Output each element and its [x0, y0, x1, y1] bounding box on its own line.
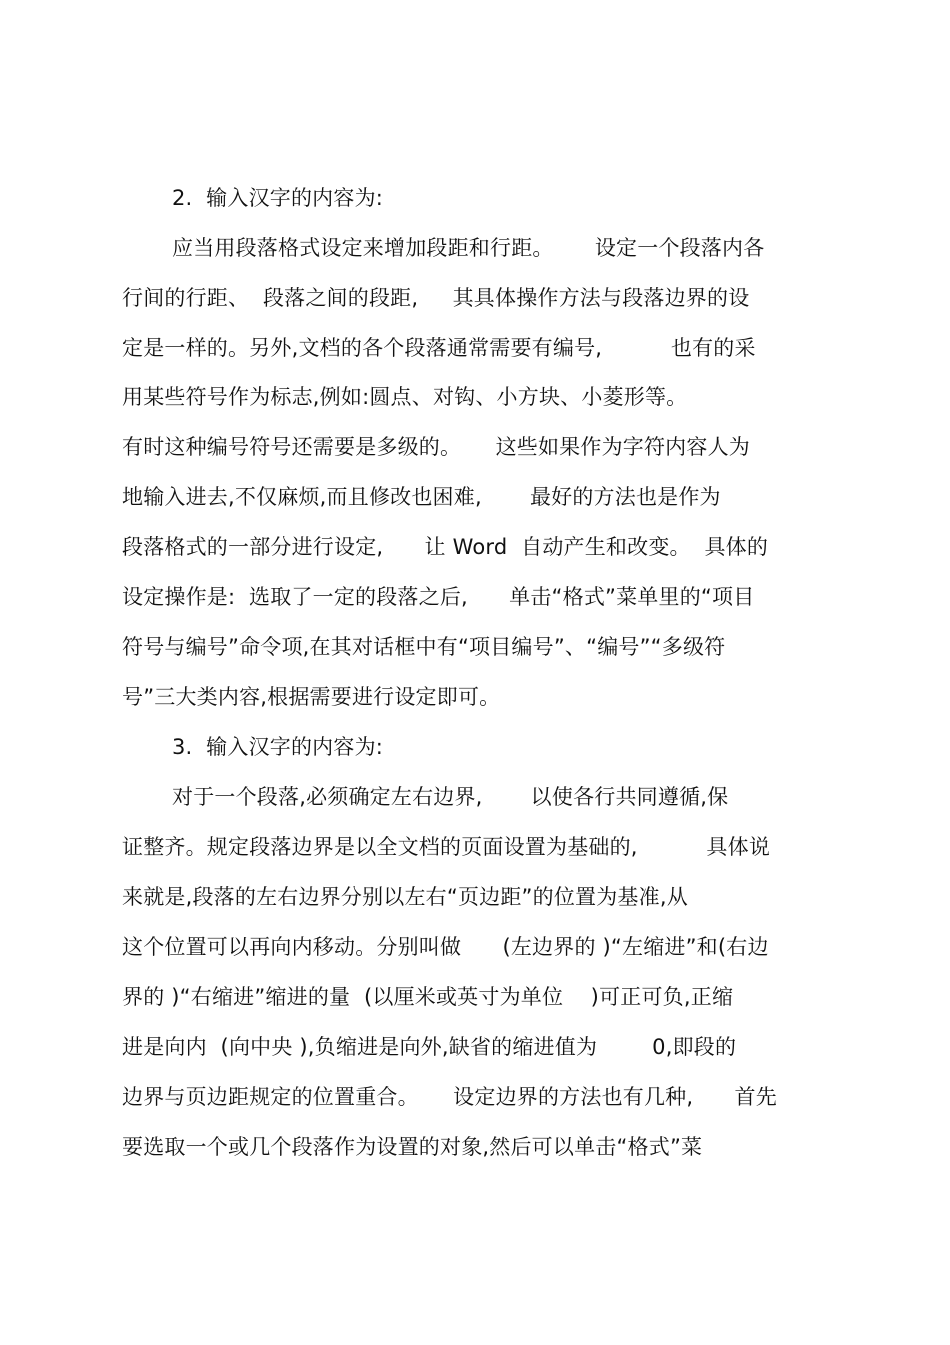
paragraph-line: 行间的行距、 段落之间的段距, 其具体操作方法与段落边界的设 [122, 286, 750, 310]
paragraph-line: 来就是,段落的左右边界分别以左右“页边距”的位置为基准,从 [122, 885, 688, 909]
paragraph-line: 定是一样的。另外,文档的各个段落通常需要有编号, 也有的采 [122, 336, 756, 360]
paragraph-line: 设定操作是: 选取了一定的段落之后, 单击“格式”菜单里的“项目 [122, 585, 755, 609]
section-heading-3: 3. 输入汉字的内容为: [172, 735, 384, 759]
paragraph-line: 界的 )“右缩进”缩进的量 (以厘米或英寸为单位 )可正可负,正缩 [122, 985, 734, 1009]
paragraph-line: 段落格式的一部分进行设定, 让 Word 自动产生和改变。 具体的 [122, 535, 769, 559]
paragraph-line: 进是向内 (向中央 ),负缩进是向外,缺省的缩进值为 0,即段的 [122, 1035, 737, 1059]
paragraph-line: 有时这种编号符号还需要是多级的。 这些如果作为字符内容人为 [122, 435, 750, 459]
paragraph-line: 用某些符号作为标志,例如:圆点、对钩、小方块、小菱形等。 [122, 385, 688, 409]
paragraph-line: 要选取一个或几个段落作为设置的对象,然后可以单击“格式”菜 [122, 1135, 703, 1159]
paragraph-line: 应当用段落格式设定来增加段距和行距。 设定一个段落内各 [172, 236, 765, 260]
paragraph-line: 地输入进去,不仅麻烦,而且修改也困难, 最好的方法也是作为 [122, 485, 721, 509]
paragraph-line: 对于一个段落,必须确定左右边界, 以使各行共同遵循,保 [172, 785, 729, 809]
paragraph-line: 这个位置可以再向内移动。分别叫做 (左边界的 )“左缩进”和(右边 [122, 935, 769, 959]
paragraph-line: 符号与编号”命令项,在其对话框中有“项目编号”、“编号”“多级符 [122, 635, 726, 659]
paragraph-line: 号”三大类内容,根据需要进行设定即可。 [122, 685, 501, 709]
paragraph-line: 证整齐。规定段落边界是以全文档的页面设置为基础的, 具体说 [122, 835, 771, 859]
section-heading-2: 2. 输入汉字的内容为: [172, 186, 384, 210]
paragraph-line: 边界与页边距规定的位置重合。 设定边界的方法也有几种, 首先 [122, 1085, 777, 1109]
